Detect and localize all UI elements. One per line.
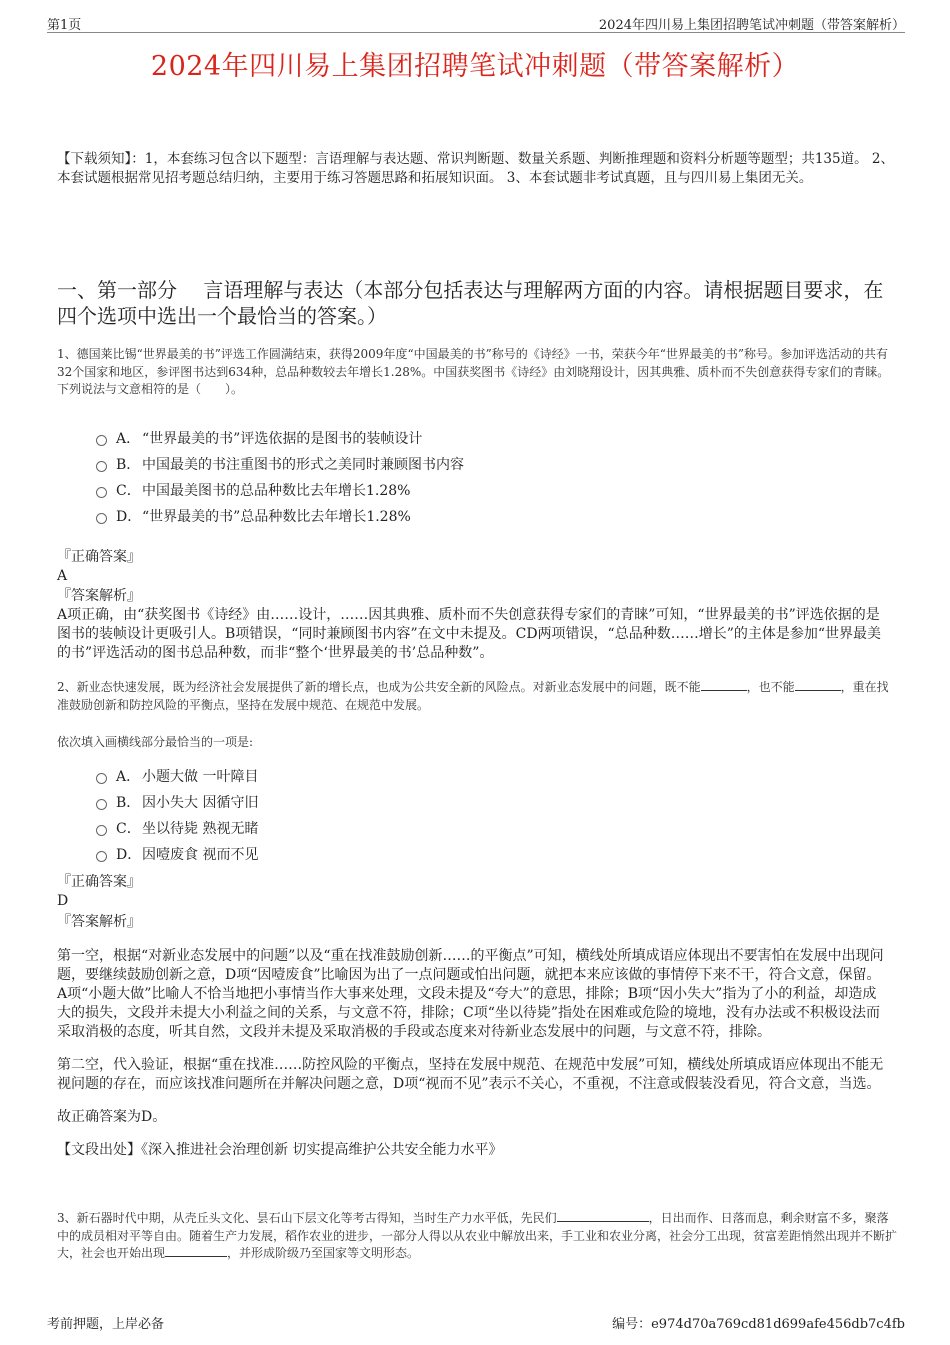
analysis-paragraph: 第二空，代入验证，根据“重在找准……防控风险的平衡点，坚持在发展中规范、在规范中发展”可知，横线处所填成语应体现出不能无视问题的存在，而应该找准问题所在并解决问题之意，D项“视而不见”表示不关心，不重视，不注意或假装没看见，符合文意，当选。: [57, 1057, 884, 1092]
question-1: [57, 346, 899, 399]
option-c[interactable]: C． 中国最美图书的总品种数比去年增长1.28%: [96, 477, 464, 503]
analysis-paragraph: 第一空，根据“对新业态发展中的问题”以及“重在找准鼓励创新……的平衡点”可知，横线处所填成语应体现出不要害怕在发展中出现问题，要继续鼓励创新之意，D项“因噎废食”比喻因为出了一点问题或怕出问题，就把本来应该做的事情停下来不干，符合文意，保留。A项“小题大做”比喻人不恰当地把小事情当作大事来处理，文段未提及“夸大”的意思，排除；B项“因小失大”指为了小的利益，却造成大的损失，文段并未提大小利益之间的关系，与文意不符，排除；C项“坐以待毙”指处在困难或危险的境地，没有办法或不积极设法而采取消极的态度，听其自然，文段并未提及采取消极的手段或态度来对待新业态发展中的问题，与文意不符，排除。: [57, 948, 884, 1040]
option-a[interactable]: A． “世界最美的书”评选依据的是图书的装帧设计: [96, 425, 464, 451]
source-citation: 【文段出处】《深入推进社会治理创新 切实提高维护公共安全能力水平》: [57, 1142, 503, 1158]
radio-icon[interactable]: [96, 851, 107, 862]
download-notice: 【下载须知】：1，本套练习包含以下题型：言语理解与表达题、常识判断题、数量关系题、判断推理题和资料分析题等题型；共135道。 2、本套试题根据常见招考题总结归纳，主要用于练习答题思路和拓展知识面。 3、本套试题非考试真题，且与四川易上集团无关。: [57, 151, 894, 186]
answer-value: D: [57, 893, 69, 909]
fill-blank: [557, 1221, 649, 1222]
analysis-body: [57, 947, 889, 1174]
page-footer: [47, 1313, 905, 1332]
question-2-ask: 依次填入画横线部分最恰当的一项是:: [57, 735, 254, 749]
analysis-label: 『答案解析』: [57, 588, 141, 604]
fill-blank: [165, 1256, 227, 1257]
radio-icon[interactable]: [96, 487, 107, 498]
option-b[interactable]: B． 中国最美的书注重图书的形式之美同时兼顾图书内容: [96, 451, 464, 477]
radio-icon[interactable]: [96, 773, 107, 784]
fill-blank: [701, 690, 747, 691]
radio-icon[interactable]: [96, 461, 107, 472]
radio-icon[interactable]: [96, 799, 107, 810]
radio-icon[interactable]: [96, 435, 107, 446]
option-b[interactable]: B． 因小失大 因循守旧: [96, 789, 258, 815]
question-1-ask: 下列说法与文意相符的是（ ）。: [57, 382, 244, 396]
question-1-options: [96, 425, 464, 529]
fill-blank: [795, 690, 841, 691]
question-2-options: [96, 763, 258, 867]
footer-doc-id: 编号：e974d70a769cd81d699afe456db7c4fb: [612, 1317, 905, 1332]
radio-icon[interactable]: [96, 513, 107, 524]
page-title: 2024年四川易上集团招聘笔试冲刺题（带答案解析）: [150, 51, 800, 82]
page-number: 第1页: [47, 18, 82, 33]
answer-label: 『正确答案』: [57, 549, 141, 565]
option-d[interactable]: D． 因噎废食 视而不见: [96, 841, 258, 867]
option-c[interactable]: C． 坐以待毙 熟视无睹: [96, 815, 258, 841]
header-doc-title: 2024年四川易上集团招聘笔试冲刺题（带答案解析）: [598, 18, 905, 33]
option-a[interactable]: A． 小题大做 一叶障目: [96, 763, 258, 789]
footer-slogan: 考前押题，上岸必备: [47, 1317, 165, 1332]
option-d[interactable]: D． “世界最美的书”总品种数比去年增长1.28%: [96, 503, 464, 529]
question-2: 2、新业态快速发展，既为经济社会发展提供了新的增长点，也成为公共安全新的风险点。对新业态发展中的问题，既不能 ，也不能 ，重在找准鼓励创新和防控风险的平衡点，坚持在发展中规范、在规范中发展。: [57, 680, 889, 712]
analysis-text: A项正确，由“获奖图书《诗经》由……设计，……因其典雅、质朴而不失创意获得专家们的青睐”可知，“世界最美的书”评选依据的是图书的装帧设计更吸引人。B项错误，“同时兼顾图书内容”在文中未提及。CD两项错误，“总品种数……增长”的主体是参加“世界最美的书”评选活动的图书总品种数，而非“整个‘世界最美的书’总品种数”。: [57, 607, 882, 661]
section-title: 一、第一部分 言语理解与表达（本部分包括表达与理解两方面的内容。请根据题目要求，在四个选项中选出一个最恰当的答案。）: [57, 278, 884, 328]
page-header: [47, 10, 905, 33]
analysis-paragraph: 故正确答案为D。: [57, 1109, 167, 1125]
answer-value: A: [57, 568, 68, 584]
radio-icon[interactable]: [96, 825, 107, 836]
question-1-stem: 1、德国莱比锡“世界最美的书”评选工作圆满结束，获得2009年度“中国最美的书”称号的《诗经》一书，荣获今年“世界最美的书”称号。参加评选活动的共有32个国家和地区，参评图书达到634种，总品种数较去年增长1.28%。中国获奖图书《诗经》由刘晓翔设计，因其典雅、质朴而不失创意获得专家们的青睐。: [57, 347, 890, 379]
analysis-label: 『答案解析』: [57, 914, 141, 930]
question-3: 3、新石器时代中期，从壳丘头文化、昙石山下层文化等考古得知，当时生产力水平低，先民们 ，日出而作、日落而息，剩余财富不多，聚落中的成员相对平等自由。随着生产力发展，稻作农业的进步，一部分人得以从农业中解放出来，手工业和农业分离，社会分工出现，贫富差距悄然出现并不断扩大，社会也开始出现 ，并形成阶级乃至国家等文明形态。: [57, 1211, 898, 1260]
answer-label: 『正确答案』: [57, 874, 141, 890]
